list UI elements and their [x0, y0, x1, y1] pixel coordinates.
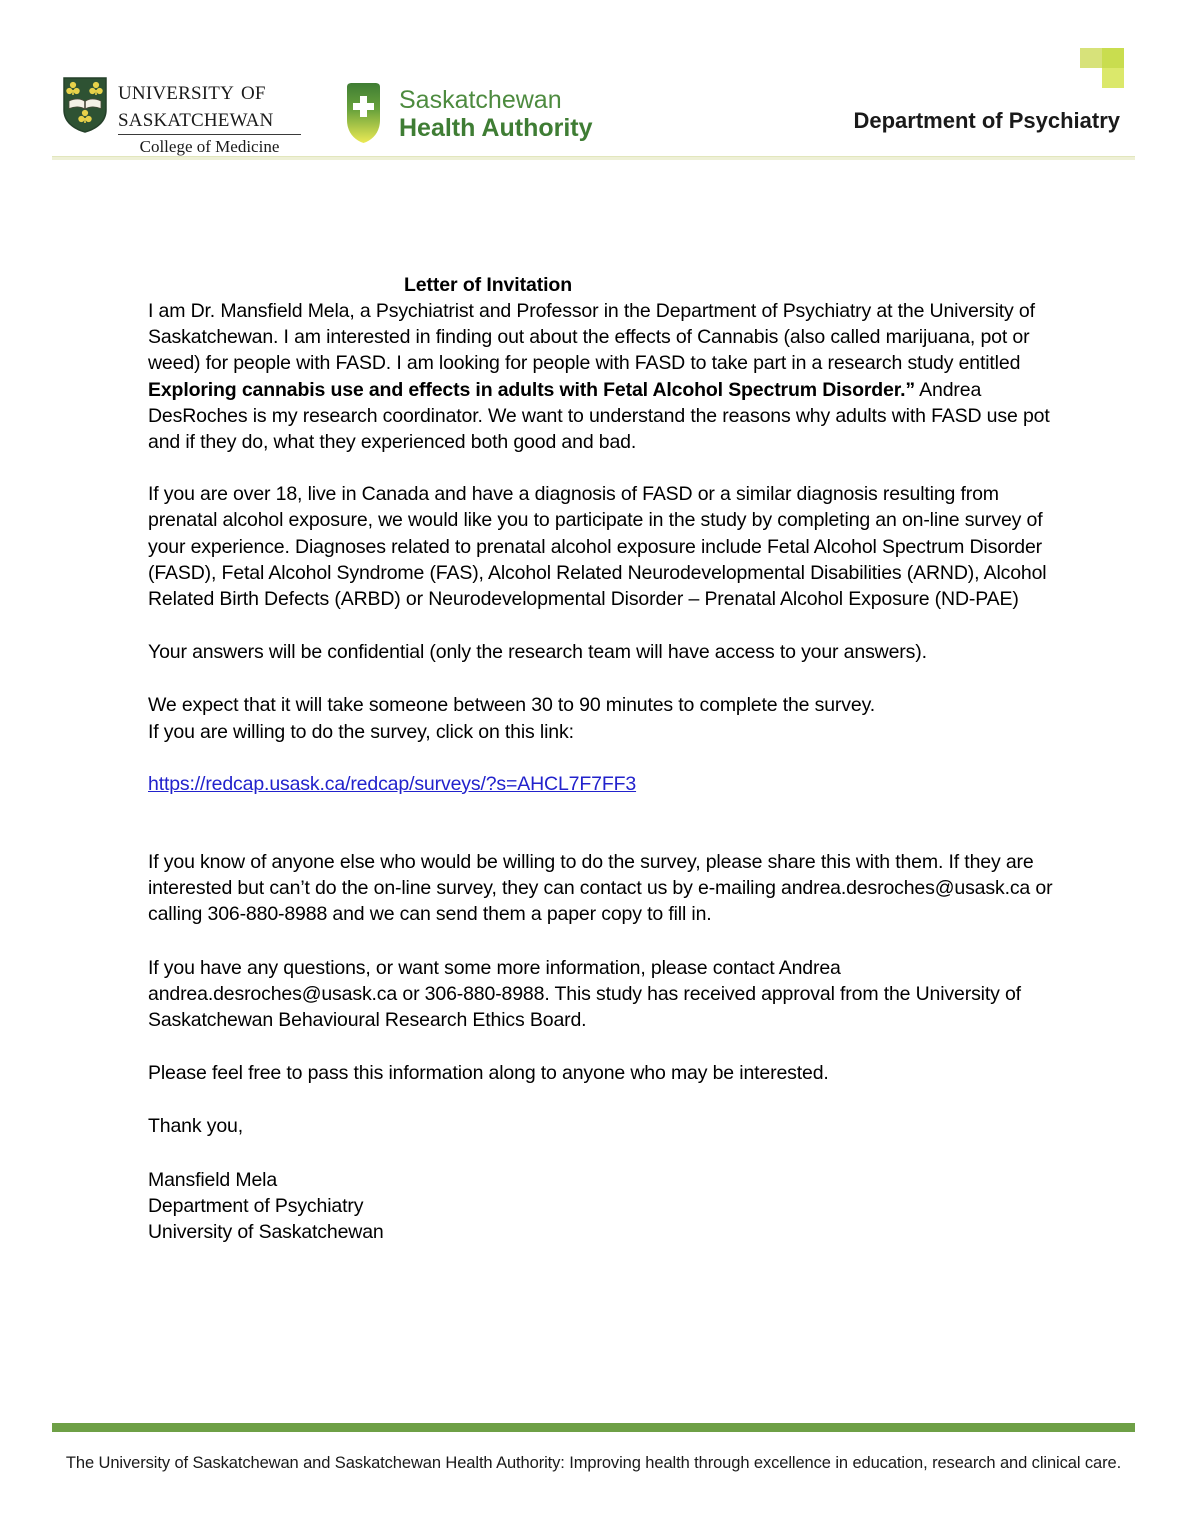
- survey-link[interactable]: https://redcap.usask.ca/redcap/surveys/?s=AHCL7F7FF3: [148, 772, 637, 795]
- sha-wordmark: [399, 86, 593, 142]
- corner-square-left: [1080, 48, 1102, 68]
- paragraph-questions: If you have any questions, or want some more information, please contact Andrea andrea.desroches@usask.ca or 306-880-8988. This study has received approval from the University of Saskatchewan Behavioural Research Ethics Board.: [148, 956, 1021, 1032]
- corner-square-top-right: [1102, 48, 1124, 68]
- paragraph-duration-line1: We expect that it will take someone between 30 to 90 minutes to complete the survey.: [148, 694, 875, 717]
- usask-name-line2: saskatchewan: [118, 102, 274, 132]
- spacer: [148, 1140, 1053, 1167]
- paragraph-intro: [148, 298, 1053, 455]
- spacer: [148, 928, 1053, 955]
- signature-department: Department of Psychiatry: [148, 1194, 364, 1217]
- spacer: [148, 1086, 1053, 1113]
- department-title: Department of Psychiatry: [853, 108, 1120, 133]
- spacer: [148, 797, 1053, 849]
- sha-shield-cross-icon: [341, 82, 386, 144]
- corner-square-bottom-right: [1102, 68, 1124, 88]
- footer-tagline: The University of Saskatchewan and Saskatchewan Health Authority: Improving health through excellence in education, research and clinical care.: [65, 1454, 1122, 1472]
- signature-name: Mansfield Mela: [148, 1168, 278, 1191]
- spacer: [148, 745, 1053, 771]
- paragraph-share: If you know of anyone else who would be willing to do the survey, please share this with them. If they are interested but can’t do the on-line survey, they can contact us by e-mailing andrea.desroches@usask.ca or calling 306-880-8988 and we can send them a paper copy to fill in.: [148, 851, 1053, 926]
- closing-salutation: Thank you,: [148, 1115, 243, 1138]
- paragraph-intro-part1: I am Dr. Mansfield Mela, a Psychiatrist and Professor in the Department of Psychiatry at the University of Saskatchewan. I am interested in finding out about the effects of Cannabis (also called marijuana, pot or weed) for people with FASD. I am looking for people with FASD to take part in a research study entitled: [148, 300, 1035, 375]
- saskatchewan-health-authority-logo: [341, 82, 593, 144]
- header-divider: [52, 156, 1135, 160]
- usask-name-line1: university of: [118, 75, 266, 105]
- page-header: [0, 0, 1187, 168]
- study-title: Exploring cannabis use and effects in adults with Fetal Alcohol Spectrum Disorder.”: [148, 378, 915, 401]
- paragraph-confidentiality: Your answers will be confidential (only the research team will have access to your answers).: [148, 641, 927, 664]
- usask-college-label: College of Medicine: [139, 137, 280, 156]
- usask-shield-icon: [62, 76, 108, 134]
- usask-wordmark: [118, 77, 301, 157]
- spacer: [148, 455, 1053, 481]
- spacer: [148, 1033, 1053, 1060]
- paragraph-duration-line2: If you are willing to do the survey, click on this link:: [148, 720, 574, 743]
- letter-body: [148, 272, 1053, 1245]
- university-of-saskatchewan-logo: [62, 76, 301, 157]
- signature-institution: University of Saskatchewan: [148, 1221, 384, 1244]
- paragraph-eligibility: If you are over 18, live in Canada and have a diagnosis of FASD or a similar diagnosis resulting from prenatal alcohol exposure, we would like you to participate in the study by completing an on-line survey of your experience. Diagnoses related to prenatal alcohol exposure include Fetal Alcohol Spectrum Disorder (FASD), Fetal Alcohol Syndrome (FAS), Alcohol Related Neurodevelopmental Disabilities (ARND), Alcohol Related Birth Defects (ARBD) or Neurodevelopmental Disorder – Prenatal Alcohol Exposure (ND-PAE): [148, 483, 1047, 611]
- spacer: [148, 612, 1053, 639]
- spacer: [148, 665, 1053, 692]
- page-title: Letter of Invitation: [403, 274, 573, 296]
- sha-name-line2: Health Authority: [399, 114, 593, 142]
- usask-wordmark-divider: [118, 134, 301, 135]
- footer-divider: [52, 1423, 1135, 1432]
- paragraph-pass-along: Please feel free to pass this information along to anyone who may be interested.: [148, 1062, 829, 1085]
- paragraph-intro-part2: Andrea DesRoches is my research coordinator. We want to understand the reasons why adults with FASD use pot and if they do, what they experienced both good and bad.: [148, 378, 1050, 454]
- corner-decoration-icon: [1080, 48, 1124, 88]
- sha-name-line1: Saskatchewan: [399, 86, 562, 114]
